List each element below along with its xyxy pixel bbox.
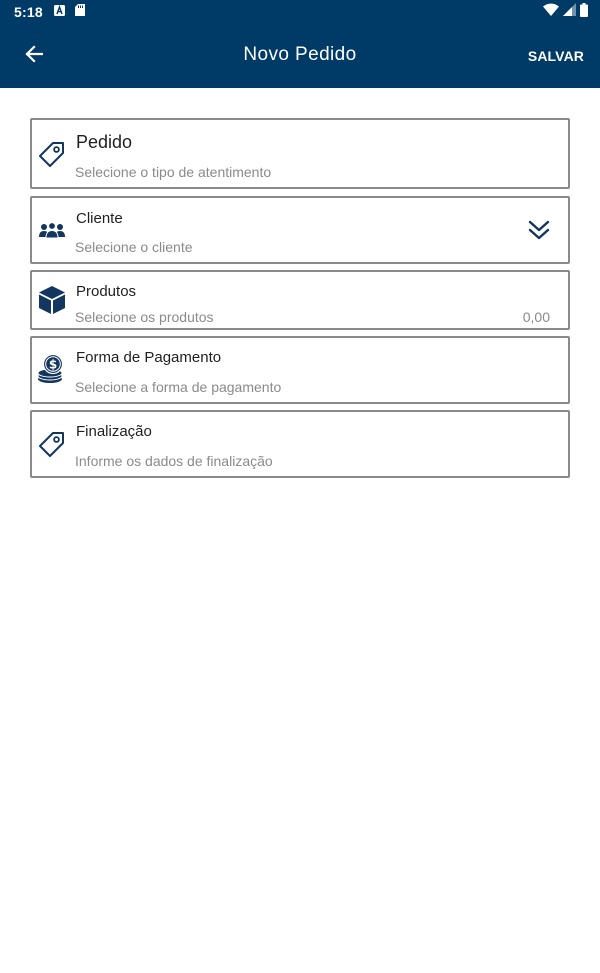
tag-icon: [36, 428, 68, 460]
card-subtitle: Informe os dados de finalização: [75, 453, 273, 469]
card-forma-pagamento[interactable]: [30, 336, 570, 404]
battery-icon: [580, 3, 588, 22]
card-subtitle: Selecione os produtos: [75, 309, 214, 325]
card-title: Produtos: [76, 283, 137, 300]
wifi-icon: [543, 3, 559, 21]
card-finalizacao[interactable]: [30, 410, 570, 478]
card-title: Cliente: [76, 210, 123, 227]
a-notification-icon: [54, 3, 65, 21]
card-subtitle: Selecione o cliente: [75, 239, 193, 255]
card-pedido[interactable]: [30, 118, 570, 189]
svg-text:$: $: [48, 357, 58, 372]
card-title: Pedido: [76, 132, 133, 152]
cube-icon: [36, 284, 68, 316]
status-system-icons: [543, 5, 588, 19]
coins-icon: [36, 353, 68, 385]
card-produtos[interactable]: [30, 270, 570, 330]
signal-icon: [563, 3, 576, 21]
card-subtitle: Selecione o tipo de atentimento: [75, 164, 272, 180]
status-bar: [0, 0, 600, 24]
card-title: Forma de Pagamento: [76, 349, 222, 366]
sd-card-icon: [75, 3, 85, 21]
card-subtitle: Selecione a forma de pagamento: [75, 379, 282, 395]
app-bar: [0, 24, 600, 88]
card-title: Finalização: [76, 423, 152, 440]
status-notification-icons: [54, 6, 85, 18]
save-button[interactable]: SALVAR: [527, 48, 584, 64]
card-cliente[interactable]: [30, 196, 570, 264]
tag-icon: [36, 138, 68, 170]
double-chevron-down-icon[interactable]: [526, 217, 552, 243]
people-icon: [36, 214, 68, 246]
products-total-value: 0,00: [522, 309, 550, 325]
page-title: Novo Pedido: [243, 44, 357, 65]
status-time: 5:18: [14, 4, 43, 20]
